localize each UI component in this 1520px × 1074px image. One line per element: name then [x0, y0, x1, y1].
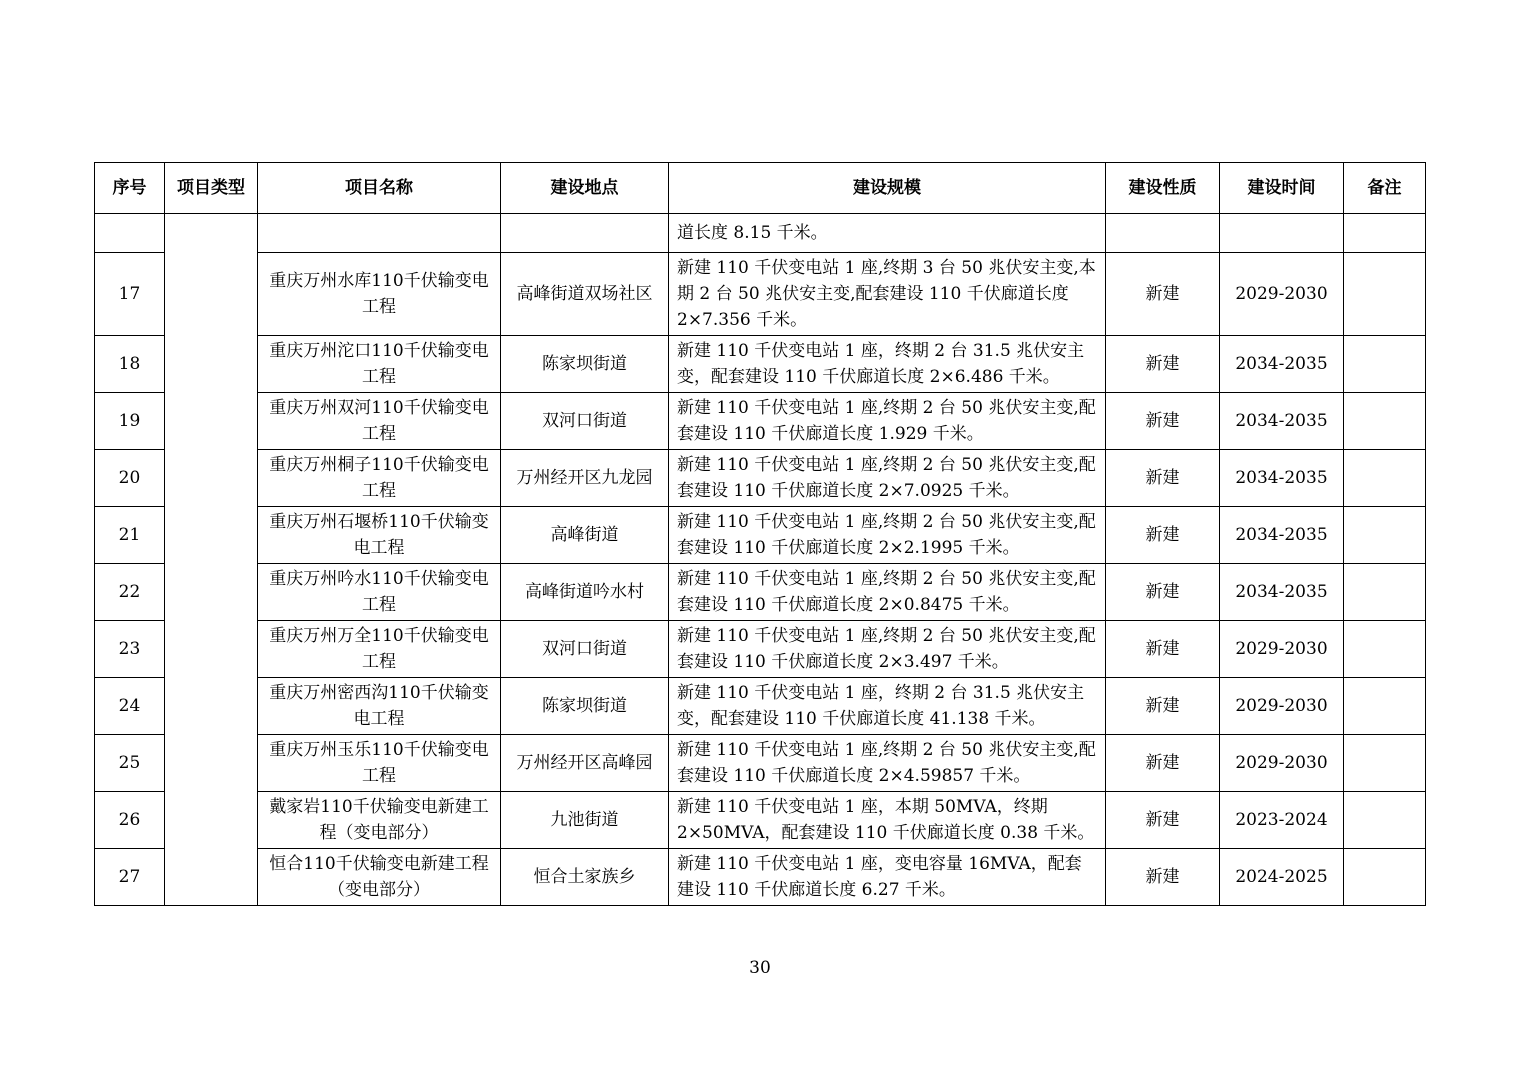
cell-location: 高峰街道吟水村	[501, 564, 669, 621]
cell-nature: 新建	[1106, 849, 1220, 906]
header-scale: 建设规模	[669, 163, 1106, 214]
cell-no: 22	[95, 564, 165, 621]
table-row	[95, 792, 1426, 849]
cell-remark	[1344, 450, 1426, 507]
table-row	[95, 621, 1426, 678]
cell-location: 陈家坝街道	[501, 678, 669, 735]
table-row	[95, 336, 1426, 393]
cell-time: 2029-2030	[1220, 678, 1344, 735]
cell-location: 高峰街道双场社区	[501, 253, 669, 336]
table-row	[95, 507, 1426, 564]
cell-scale: 新建 110 千伏变电站 1 座,终期 2 台 50 兆伏安主变,配套建设 110 千伏廊道长度 2×2.1995 千米。	[669, 507, 1106, 564]
cell-scale: 新建 110 千伏变电站 1 座，变电容量 16MVA，配套建设 110 千伏廊道长度 6.27 千米。	[669, 849, 1106, 906]
cell-name: 重庆万州玉乐110千伏输变电工程	[258, 735, 501, 792]
cell-name: 重庆万州石堰桥110千伏输变电工程	[258, 507, 501, 564]
cell-name: 戴家岩110千伏输变电新建工程（变电部分）	[258, 792, 501, 849]
cell-name: 重庆万州水库110千伏输变电工程	[258, 253, 501, 336]
cell-no: 24	[95, 678, 165, 735]
cell-nature: 新建	[1106, 735, 1220, 792]
cell-scale: 新建 110 千伏变电站 1 座，终期 2 台 31.5 兆伏安主变，配套建设 110 千伏廊道长度 2×6.486 千米。	[669, 336, 1106, 393]
cell-scale: 新建 110 千伏变电站 1 座,终期 2 台 50 兆伏安主变,配套建设 110 千伏廊道长度 2×4.59857 千米。	[669, 735, 1106, 792]
cell-nature: 新建	[1106, 678, 1220, 735]
cell-name: 重庆万州桐子110千伏输变电工程	[258, 450, 501, 507]
cell-time: 2034-2035	[1220, 450, 1344, 507]
cell-remark	[1344, 507, 1426, 564]
cell-remark	[1344, 678, 1426, 735]
cell-nature: 新建	[1106, 564, 1220, 621]
cell-location	[501, 214, 669, 253]
cell-scale: 新建 110 千伏变电站 1 座,终期 2 台 50 兆伏安主变,配套建设 110 千伏廊道长度 2×0.8475 千米。	[669, 564, 1106, 621]
header-row	[95, 163, 1426, 214]
cell-name: 重庆万州吟水110千伏输变电工程	[258, 564, 501, 621]
cell-remark	[1344, 253, 1426, 336]
cell-nature: 新建	[1106, 393, 1220, 450]
cell-remark	[1344, 849, 1426, 906]
cell-location: 陈家坝街道	[501, 336, 669, 393]
table-row	[95, 678, 1426, 735]
cell-no	[95, 214, 165, 253]
cell-scale: 新建 110 千伏变电站 1 座，本期 50MVA，终期 2×50MVA，配套建设 110 千伏廊道长度 0.38 千米。	[669, 792, 1106, 849]
table-row	[95, 393, 1426, 450]
cell-location: 万州经开区九龙园	[501, 450, 669, 507]
cell-no: 27	[95, 849, 165, 906]
cell-name: 重庆万州密西沟110千伏输变电工程	[258, 678, 501, 735]
table-row	[95, 450, 1426, 507]
cell-time: 2029-2030	[1220, 253, 1344, 336]
cell-remark	[1344, 214, 1426, 253]
cell-name: 重庆万州万全110千伏输变电工程	[258, 621, 501, 678]
header-time: 建设时间	[1220, 163, 1344, 214]
cell-time: 2034-2035	[1220, 507, 1344, 564]
cell-scale: 新建 110 千伏变电站 1 座,终期 2 台 50 兆伏安主变,配套建设 110 千伏廊道长度 2×7.0925 千米。	[669, 450, 1106, 507]
cell-remark	[1344, 621, 1426, 678]
continued-row	[95, 214, 1426, 253]
cell-scale: 新建 110 千伏变电站 1 座,终期 3 台 50 兆伏安主变,本期 2 台 50 兆伏安主变,配套建设 110 千伏廊道长度 2×7.356 千米。	[669, 253, 1106, 336]
cell-time: 2023-2024	[1220, 792, 1344, 849]
cell-no: 18	[95, 336, 165, 393]
cell-scale: 新建 110 千伏变电站 1 座，终期 2 台 31.5 兆伏安主变，配套建设 110 千伏廊道长度 41.138 千米。	[669, 678, 1106, 735]
header-location: 建设地点	[501, 163, 669, 214]
cell-scale: 新建 110 千伏变电站 1 座,终期 2 台 50 兆伏安主变,配套建设 110 千伏廊道长度 2×3.497 千米。	[669, 621, 1106, 678]
cell-nature: 新建	[1106, 507, 1220, 564]
cell-location: 万州经开区高峰园	[501, 735, 669, 792]
cell-nature: 新建	[1106, 336, 1220, 393]
cell-time: 2029-2030	[1220, 735, 1344, 792]
table-row	[95, 849, 1426, 906]
cell-time: 2034-2035	[1220, 393, 1344, 450]
cell-no: 19	[95, 393, 165, 450]
cell-remark	[1344, 792, 1426, 849]
cell-scale: 道长度 8.15 千米。	[669, 214, 1106, 253]
cell-no: 17	[95, 253, 165, 336]
table-row	[95, 735, 1426, 792]
cell-name: 恒合110千伏输变电新建工程（变电部分）	[258, 849, 501, 906]
cell-location: 恒合土家族乡	[501, 849, 669, 906]
header-remark: 备注	[1344, 163, 1426, 214]
cell-location: 九池街道	[501, 792, 669, 849]
cell-no: 25	[95, 735, 165, 792]
cell-time: 2034-2035	[1220, 336, 1344, 393]
cell-nature: 新建	[1106, 792, 1220, 849]
cell-location: 双河口街道	[501, 393, 669, 450]
table-row	[95, 564, 1426, 621]
cell-time: 2029-2030	[1220, 621, 1344, 678]
header-no: 序号	[95, 163, 165, 214]
cell-nature	[1106, 214, 1220, 253]
cell-no: 20	[95, 450, 165, 507]
cell-type-merged	[165, 214, 258, 906]
cell-remark	[1344, 336, 1426, 393]
cell-location: 高峰街道	[501, 507, 669, 564]
cell-remark	[1344, 735, 1426, 792]
cell-name: 重庆万州双河110千伏输变电工程	[258, 393, 501, 450]
cell-nature: 新建	[1106, 253, 1220, 336]
table-row	[95, 253, 1426, 336]
cell-no: 23	[95, 621, 165, 678]
project-table	[94, 162, 1426, 906]
cell-no: 26	[95, 792, 165, 849]
cell-location: 双河口街道	[501, 621, 669, 678]
cell-name: 重庆万州沱口110千伏输变电工程	[258, 336, 501, 393]
cell-time: 2034-2035	[1220, 564, 1344, 621]
cell-no: 21	[95, 507, 165, 564]
page-number: 30	[749, 958, 771, 978]
cell-nature: 新建	[1106, 450, 1220, 507]
cell-name	[258, 214, 501, 253]
cell-nature: 新建	[1106, 621, 1220, 678]
header-name: 项目名称	[258, 163, 501, 214]
cell-remark	[1344, 393, 1426, 450]
cell-time: 2024-2025	[1220, 849, 1344, 906]
cell-time	[1220, 214, 1344, 253]
cell-scale: 新建 110 千伏变电站 1 座,终期 2 台 50 兆伏安主变,配套建设 110 千伏廊道长度 1.929 千米。	[669, 393, 1106, 450]
header-nature: 建设性质	[1106, 163, 1220, 214]
cell-remark	[1344, 564, 1426, 621]
header-type: 项目类型	[165, 163, 258, 214]
